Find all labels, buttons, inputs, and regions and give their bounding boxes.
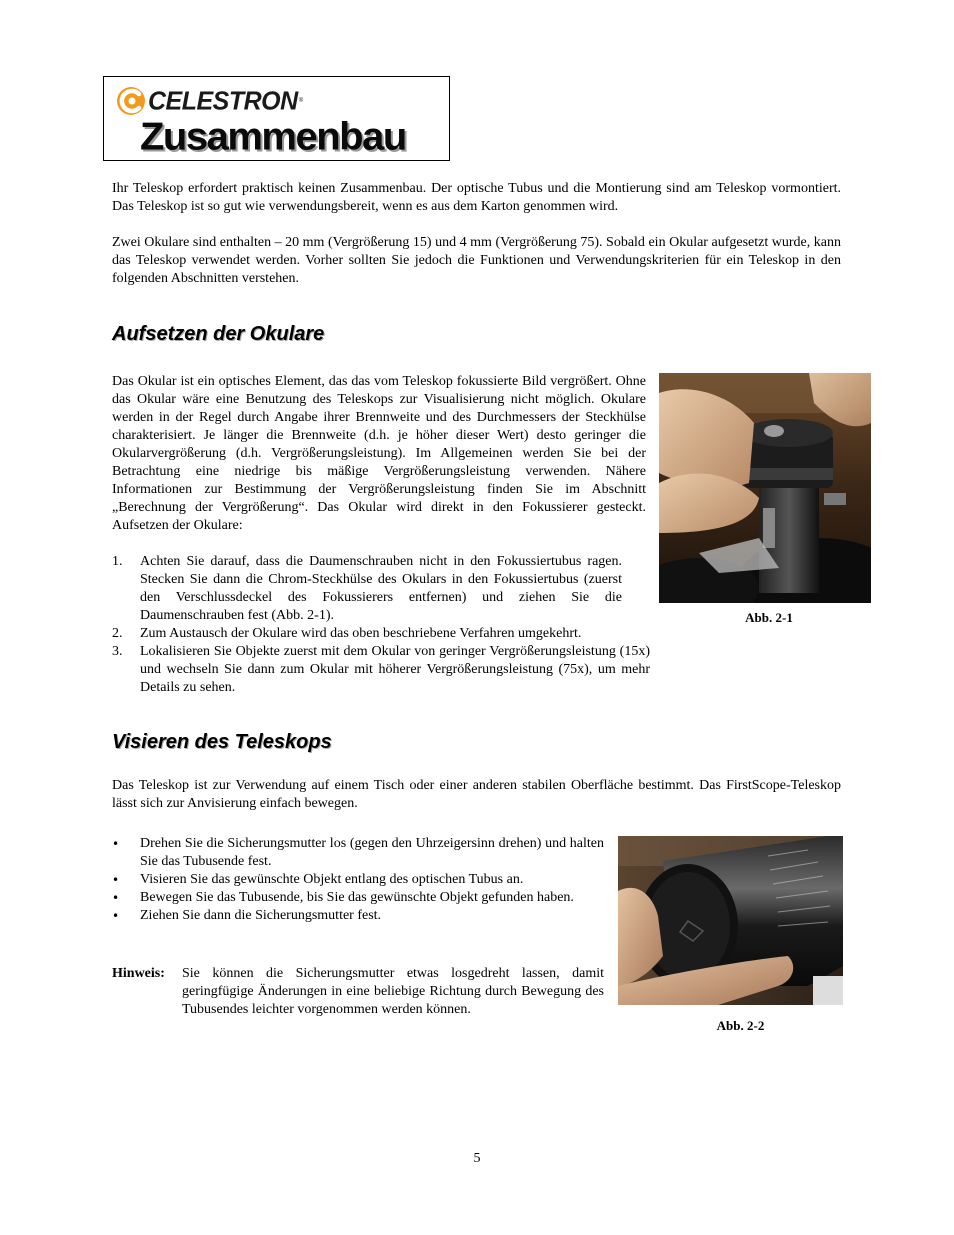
figure-caption-2-1: Abb. 2-1: [745, 610, 793, 625]
section-heading-teleskop: Visieren des Teleskops: [112, 731, 332, 753]
intro-paragraph-2: Zwei Okulare sind enthalten – 20 mm (Vergrößerung 15) und 4 mm (Vergrößerung 75). Sobald ein Okular aufgesetzt wurde, kann das Teleskop verwendet werden. Vorher sollten Sie jedoch die Funktionen und Verwendungskriterien für ein Teleskop in den folgenden Abschnitten verstehen.: [112, 235, 841, 286]
celestron-swirl-icon: [116, 86, 146, 116]
section1-steps-list: [112, 553, 650, 697]
header-box: [103, 76, 450, 161]
celestron-logo: [116, 83, 303, 119]
list-item: 3. Lokalisieren Sie Objekte zuerst mit dem Okular von geringer Vergrößerungsleistung (15x) und wechseln Sie dann zum Okular mit höherer Vergrößerungsleistung (75x), um mehr Details zu sehen.: [112, 644, 650, 695]
list-item: • Drehen Sie die Sicherungsmutter los (gegen den Uhrzeigersinn drehen) und halten Sie das Tubusende fest.: [112, 836, 604, 869]
bullet-icon: •: [112, 891, 120, 905]
section1-paragraph: Das Okular ist ein optisches Element, das das vom Teleskop fokussierte Bild vergrößert. Ohne das Okular wäre eine Benutzung des Teleskops zur Visualisierung nicht möglich. Okulare werden in der Regel durch Angabe ihrer Brennweite und des Durchmessers der Steckhülse charakterisiert. Je länger die Brennweite (d.h. je höher dieser Wert) desto geringer die Okularvergrößerung (d.h. Vergrößerungsleistung). Im Allgemeinen werden Sie bei der Betrachtung eine niedrige bis mäßige Vergrößerungsleistung verwenden. Nähere Informationen zur Bestimmung der Vergrößerungsleistung finden Sie im Abschnitt „Berechnung der Vergrößerung“. Das Okular wird direkt in den Fokussierer gesteckt. Aufsetzen der Okulare:: [112, 374, 646, 533]
section2-paragraph: Das Teleskop ist zur Verwendung auf einem Tisch oder einer anderen stabilen Oberfläche bestimmt. Das FirstScope-Teleskop lässt sich zur Anvisierung einfach bewegen.: [112, 778, 841, 811]
list-item: 1. Achten Sie darauf, dass die Daumenschrauben nicht in den Fokussiertubus ragen. Stecken Sie dann die Chrom-Steckhülse des Okulars in den Fokussiertubus (zuerst den Verschlussdeckel des Fokussierers entfernen) und ziehen Sie die Daumenschrauben fest (Abb. 2-1).: [112, 554, 622, 623]
bullet-icon: •: [112, 909, 120, 923]
page-number: 5: [473, 1151, 481, 1166]
page-title: Zusammenbau: [140, 115, 406, 159]
bullet-icon: •: [112, 873, 120, 887]
logo-text: CELESTRON: [148, 86, 298, 116]
bullet-icon: •: [112, 837, 120, 851]
list-item: • Visieren Sie das gewünschte Objekt entlang des optischen Tubus an.: [112, 872, 524, 887]
intro-paragraph-1: Ihr Teleskop erfordert praktisch keinen Zusammenbau. Der optische Tubus und die Montierung sind am Teleskop vormontiert. Das Teleskop ist so gut wie verwendungsbereit, wenn es aus dem Karton genommen wird.: [112, 181, 841, 214]
list-item: • Bewegen Sie das Tubusende, bis Sie das gewünschte Objekt gefunden haben.: [112, 890, 574, 905]
logo-registered-mark: ®: [298, 98, 304, 104]
note-label: Hinweis:: [112, 966, 165, 981]
section2-bullet-list: [112, 835, 604, 925]
list-item: 2. Zum Austausch der Okulare wird das oben beschriebene Verfahren umgekehrt.: [112, 626, 582, 641]
figure-eyepiece-photo: [659, 373, 871, 603]
figure-tube-photo: [618, 836, 843, 1005]
note-block: [112, 965, 604, 1021]
section-heading-okulare: Aufsetzen der Okulare: [112, 323, 325, 345]
list-item: • Ziehen Sie dann die Sicherungsmutter fest.: [112, 908, 382, 923]
figure-caption-2-2: Abb. 2-2: [716, 1018, 765, 1033]
note-text: Sie können die Sicherungsmutter etwas losgedreht lassen, damit geringfügige Änderungen in eine beliebige Richtung durch Bewegung des Tubusendes leichter vorgenommen werden können.: [182, 966, 604, 1017]
